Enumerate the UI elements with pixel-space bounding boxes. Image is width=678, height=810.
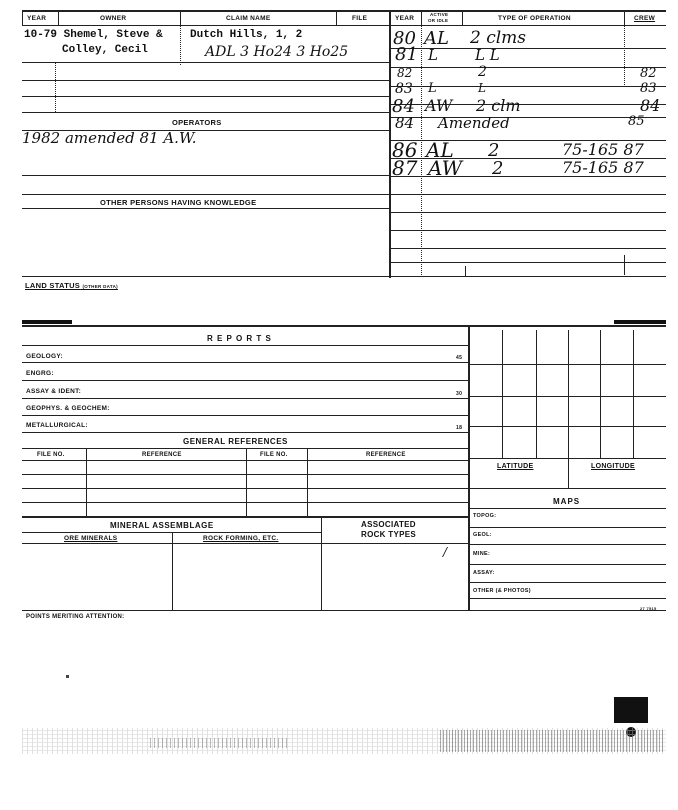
header-claim-name: CLAIM NAME [226,15,271,22]
general-references-title: GENERAL REFERENCES [183,437,288,446]
header-crew: CREW [634,15,656,22]
maps-other: OTHER (& PHOTOS) [473,588,531,594]
reports-title: R E P O R T S [207,334,272,343]
claim-name-entry: Dutch Hills, 1, 2 [190,29,303,41]
gr-col-reference-2: REFERENCE [366,452,406,458]
maps-topog: TOPOG: [473,513,497,519]
pen-mark: / [443,545,448,559]
gr-col-reference: REFERENCE [142,452,182,458]
associated-label: ASSOCIATED [361,520,416,529]
adl-numbers: ADL 3 Ho24 3 Ho25 [205,44,349,60]
maps-geol: GEOL: [473,532,492,538]
form-number: 27 7515 [640,606,657,611]
header-year2: YEAR [395,15,415,22]
land-status-label: LAND STATUS (OTHER DATA) [25,281,118,290]
owner-line-2: Colley, Cecil [62,44,148,56]
rock-types-label: ROCK TYPES [361,530,417,539]
latitude-label: LATITUDE [497,463,534,470]
gr-col-file-no: FILE NO. [37,452,65,458]
maps-mine: MINE: [473,551,491,557]
header-type-of-operation: TYPE OF OPERATION [498,15,571,22]
header-owner: OWNER [100,15,127,22]
rock-forming-label: ROCK FORMING, ETC. [203,535,279,542]
header-year: YEAR [27,15,47,22]
operators-note: 1982 amended 81 A.W. [22,129,197,147]
header-idle: OR IDLE [428,18,449,23]
maps-title: MAPS [553,497,581,506]
gr-col-file-no-2: FILE NO. [260,452,288,458]
operators-label: OPERATORS [172,118,222,127]
header-active: ACTIVE [430,12,449,17]
header-file: FILE [352,15,368,22]
points-meriting-attention: POINTS MERITING ATTENTION: [26,614,125,620]
mineral-assemblage-title: MINERAL ASSEMBLAGE [110,521,214,530]
owner-line-1: 10-79 Shemel, Steve & [24,29,163,41]
maps-assay: ASSAY: [473,570,495,576]
longitude-label: LONGITUDE [591,463,635,470]
ore-minerals-label: ORE MINERALS [64,535,118,542]
other-persons-label: OTHER PERSONS HAVING KNOWLEDGE [100,198,257,207]
